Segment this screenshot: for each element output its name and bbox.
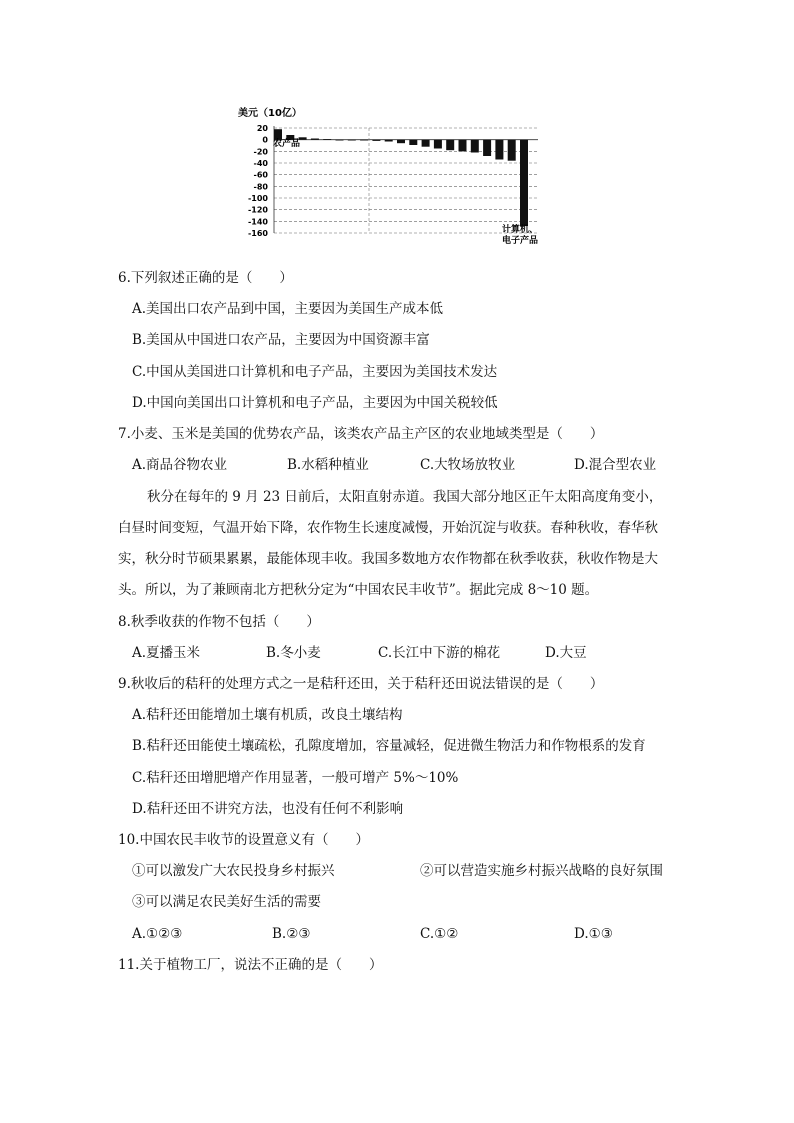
passage-line: 实，秋分时节硕果累累，最能体现丰收。我国多数地方农作物都在秋季收获，秋收作物是大 xyxy=(118,551,658,567)
bar xyxy=(422,140,430,147)
q10-option-c: C.①② xyxy=(420,926,459,942)
q9-stem: 9.秋收后的秸秆的处理方式之一是秸秆还田，关于秸秆还田说法错误的是（ ） xyxy=(118,676,604,692)
trade-balance-chart xyxy=(236,104,566,250)
bars xyxy=(274,129,528,226)
q6-option-d: D.中国向美国出口计算机和电子产品，主要因为中国关税较低 xyxy=(132,395,498,411)
bar xyxy=(471,140,479,153)
q9-option-a: A.秸秆还田能增加土壤有机质，改良土壤结构 xyxy=(132,707,403,723)
q8-option-c: C.长江中下游的棉花 xyxy=(378,645,501,661)
q10-option-d: D.①③ xyxy=(574,926,613,942)
bar xyxy=(508,140,516,161)
y-tick-label: -120 xyxy=(247,205,268,215)
q6-option-b: B.美国从中国进口农产品，主要因为中国资源丰富 xyxy=(132,332,430,348)
bar xyxy=(323,139,331,140)
q8-option-b: B.冬小麦 xyxy=(266,645,321,661)
passage-line: 头。所以，为了兼顾南北方把秋分定为“中国农民丰收节”。据此完成 8～10 题。 xyxy=(118,582,599,598)
y-axis-label: 美元（10亿） xyxy=(238,108,302,119)
q8-option-d: D.大豆 xyxy=(545,645,587,661)
q10-option-b: B.②③ xyxy=(272,926,311,942)
q10-stem: 10.中国农民丰收节的设置意义有（ ） xyxy=(118,832,369,848)
y-tick-label: -160 xyxy=(247,229,268,238)
q9-option-c: C.秸秆还田增肥增产作用显著，一般可增产 5%～10% xyxy=(132,770,459,786)
annotation-computer-2: 电子产品 xyxy=(502,236,539,246)
y-tick-label: -100 xyxy=(247,194,268,203)
bar xyxy=(336,140,344,141)
q10-option-a: A.①②③ xyxy=(132,926,183,942)
bar xyxy=(520,140,528,226)
bar xyxy=(446,140,454,151)
bar xyxy=(495,140,503,160)
y-tick-label: -40 xyxy=(253,159,268,168)
bar xyxy=(385,140,393,142)
y-tick-label: 0 xyxy=(262,135,268,145)
passage-line: 白昼时间变短，气温开始下降，农作物生长速度减慢，开始沉淀与收获。春种秋收，春华秋 xyxy=(118,520,658,536)
q11-stem: 11.关于植物工厂，说法不正确的是（ ） xyxy=(118,957,383,973)
bar xyxy=(372,140,380,141)
bar xyxy=(397,140,405,144)
bar xyxy=(348,140,356,141)
q8-stem: 8.秋季收获的作物不包括（ ） xyxy=(118,614,320,630)
q10-statement-2: ②可以营造实施乡村振兴战略的良好氛围 xyxy=(420,863,663,879)
q9-option-b: B.秸秆还田能使土壤疏松，孔隙度增加，容量减轻，促进微生物活力和作物根系的发育 xyxy=(132,738,646,754)
q10-statement-1: ①可以激发广大农民投身乡村振兴 xyxy=(132,863,335,879)
q10-statement-3: ③可以满足农民美好生活的需要 xyxy=(132,894,321,910)
bar xyxy=(360,140,368,141)
y-tick-label: -140 xyxy=(247,217,268,227)
q7-stem: 7.小麦、玉米是美国的优势农产品，该类农产品主产区的农业地域类型是（ ） xyxy=(118,426,604,442)
y-tick-label: -20 xyxy=(253,147,268,157)
q6-option-c: C.中国从美国进口计算机和电子产品，主要因为美国技术发达 xyxy=(132,364,498,380)
y-tick-label: -80 xyxy=(253,182,268,192)
bar xyxy=(434,140,442,149)
q7-option-b: B.水稻种植业 xyxy=(287,457,369,473)
q6-option-a: A.美国出口农产品到中国，主要因为美国生产成本低 xyxy=(132,301,444,317)
q6-stem: 6.下列叙述正确的是（ ） xyxy=(118,270,293,286)
bar xyxy=(409,140,417,145)
passage-line: 秋分在每年的 9 月 23 日前后，太阳直射赤道。我国大部分地区正午太阳高度角变小， xyxy=(147,489,663,505)
q7-option-d: D.混合型农业 xyxy=(574,457,657,473)
bar xyxy=(311,139,319,140)
annotation-computer-1: 计算机、 xyxy=(502,225,539,235)
q8-option-a: A.夏播玉米 xyxy=(132,645,201,661)
q9-option-d: D.秸秆还田不讲究方法，也没有任何不利影响 xyxy=(132,801,404,817)
bar xyxy=(459,140,467,152)
q7-option-a: A.商品谷物农业 xyxy=(132,457,228,473)
y-tick-labels xyxy=(248,124,268,238)
y-tick-label: 20 xyxy=(256,124,268,133)
y-tick-label: -60 xyxy=(253,170,268,180)
annotation-agri: 农产品 xyxy=(273,139,301,149)
bar xyxy=(483,140,491,156)
q7-option-c: C.大牧场放牧业 xyxy=(420,457,516,473)
